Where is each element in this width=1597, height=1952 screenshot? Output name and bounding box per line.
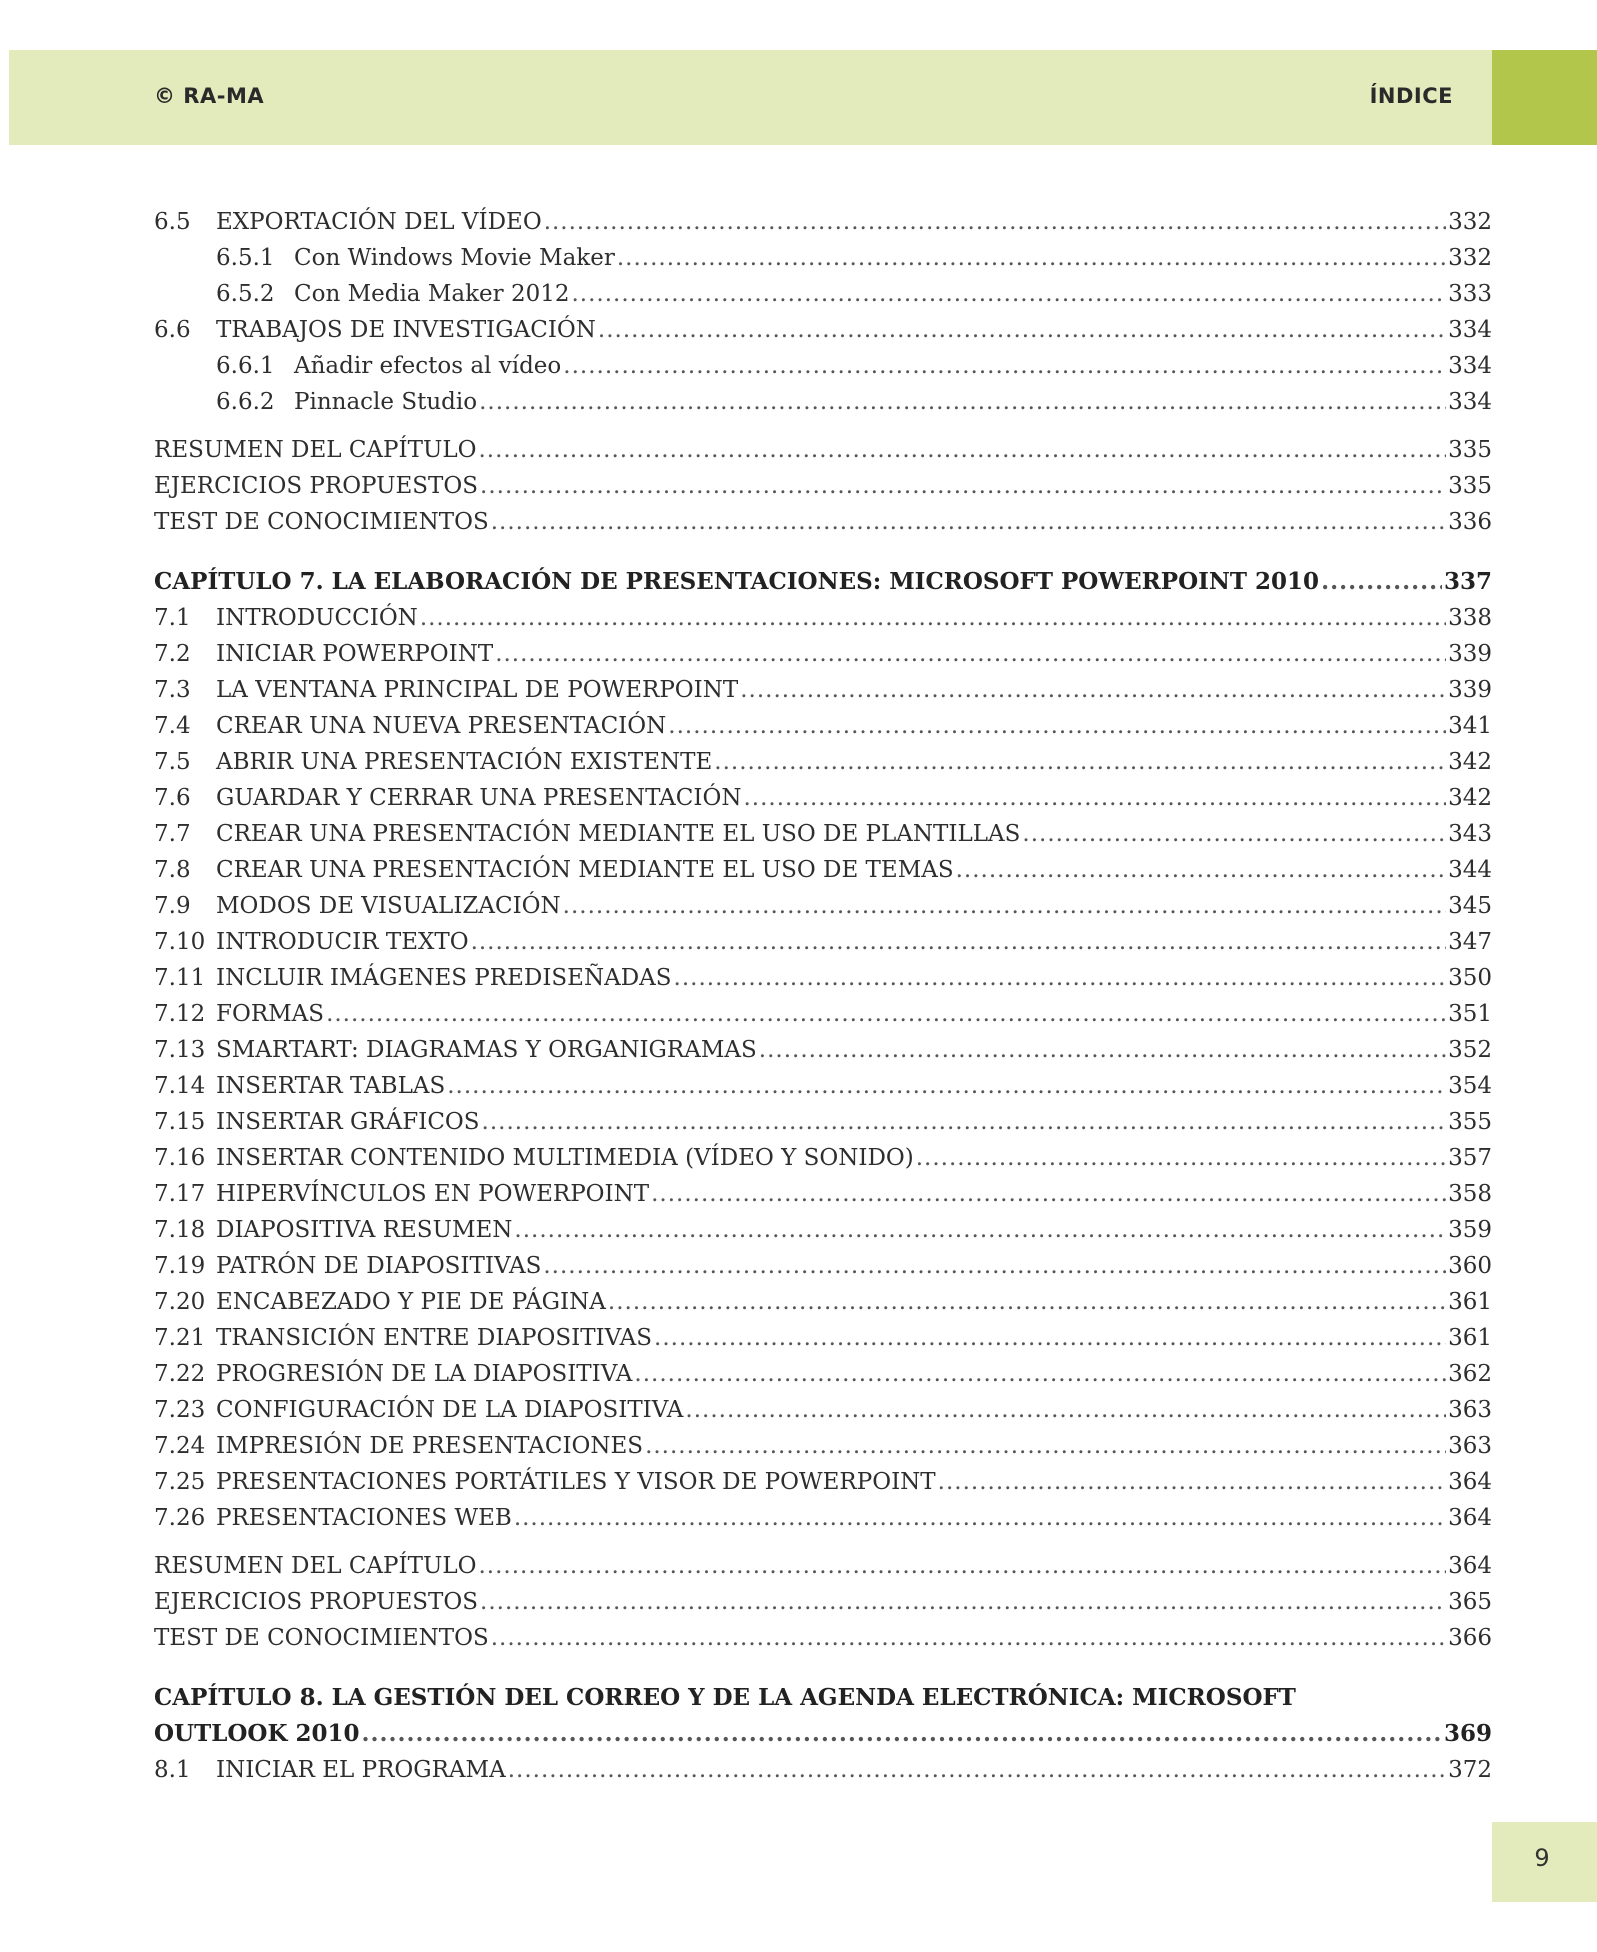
- toc-title: LA VENTANA PRINCIPAL DE POWERPOINT: [216, 677, 739, 703]
- toc-title: PRESENTACIONES PORTÁTILES Y VISOR DE POWERPOINT: [216, 1469, 936, 1495]
- toc-entry: [154, 600, 1492, 636]
- toc-title: Añadir efectos al vídeo: [294, 353, 562, 379]
- dot-leader: [598, 312, 1446, 348]
- toc-number: 7.10: [154, 929, 206, 955]
- dot-leader: [740, 672, 1446, 708]
- toc-page: 361: [1448, 1289, 1492, 1315]
- toc-entry: [154, 1248, 1492, 1284]
- toc-page: 369: [1443, 1720, 1492, 1747]
- dot-leader: [447, 1068, 1446, 1104]
- toc-number: 6.6: [154, 317, 191, 343]
- toc-page: 339: [1448, 677, 1492, 703]
- toc-title: CREAR UNA PRESENTACIÓN MEDIANTE EL USO DE PLANTILLAS: [216, 821, 1021, 847]
- toc-number: 7.24: [154, 1433, 206, 1459]
- toc-number: 7.11: [154, 965, 206, 991]
- toc-number: 6.6.2: [216, 389, 275, 415]
- dot-leader: [563, 888, 1446, 924]
- toc-page: 334: [1448, 317, 1492, 343]
- toc-page: 364: [1448, 1469, 1492, 1495]
- toc-page: 335: [1448, 473, 1492, 499]
- toc-title: HIPERVÍNCULOS EN POWERPOINT: [216, 1181, 650, 1207]
- toc-page: 352: [1448, 1037, 1492, 1063]
- dot-leader: [617, 240, 1446, 276]
- toc-title: INICIAR EL PROGRAMA: [216, 1757, 506, 1783]
- toc-title: INTRODUCIR TEXTO: [216, 929, 469, 955]
- toc-page: 350: [1448, 965, 1492, 991]
- toc-page: 354: [1448, 1073, 1492, 1099]
- toc-entry: [154, 744, 1492, 780]
- toc-entry: [154, 1212, 1492, 1248]
- toc-page: 338: [1448, 605, 1492, 631]
- toc-number: 7.23: [154, 1397, 206, 1423]
- dot-leader: [480, 468, 1446, 504]
- toc-entry: [154, 348, 1492, 384]
- toc-entry: [154, 1320, 1492, 1356]
- toc-page: 357: [1448, 1145, 1492, 1171]
- toc-page: 342: [1448, 785, 1492, 811]
- toc-title: CREAR UNA PRESENTACIÓN MEDIANTE EL USO DE TEMAS: [216, 857, 954, 883]
- toc-entry: [154, 780, 1492, 816]
- toc-entry: [154, 1620, 1492, 1656]
- toc-number: 7.9: [154, 893, 191, 919]
- dot-leader: [759, 1032, 1446, 1068]
- toc-title: Pinnacle Studio: [294, 389, 478, 415]
- toc-chapter: [154, 564, 1492, 600]
- toc-number: 7.1: [154, 605, 191, 631]
- toc-page: 335: [1448, 437, 1492, 463]
- toc-entry: [154, 816, 1492, 852]
- toc-page: 364: [1448, 1505, 1492, 1531]
- toc-title: INSERTAR GRÁFICOS: [216, 1109, 480, 1135]
- toc-entry: [154, 1584, 1492, 1620]
- toc-number: 6.5: [154, 209, 191, 235]
- toc-number: 8.1: [154, 1757, 191, 1783]
- dot-leader: [685, 1392, 1446, 1428]
- toc-number: 6.5.1: [216, 245, 275, 271]
- toc-number: 7.26: [154, 1505, 206, 1531]
- toc-title: PATRÓN DE DIAPOSITIVAS: [216, 1253, 542, 1279]
- toc-page: 336: [1448, 509, 1492, 535]
- toc-page: 332: [1448, 209, 1492, 235]
- toc-number: 7.7: [154, 821, 191, 847]
- dot-leader: [478, 1548, 1446, 1584]
- toc-title: ABRIR UNA PRESENTACIÓN EXISTENTE: [216, 749, 713, 775]
- dot-leader: [743, 780, 1446, 816]
- dot-leader: [654, 1320, 1446, 1356]
- toc-page: 364: [1448, 1553, 1492, 1579]
- dot-leader: [634, 1356, 1446, 1392]
- toc-entry: [154, 852, 1492, 888]
- toc-number: 7.25: [154, 1469, 206, 1495]
- toc-page: 347: [1448, 929, 1492, 955]
- toc-title: INCLUIR IMÁGENES PREDISEÑADAS: [216, 965, 672, 991]
- dot-leader: [326, 996, 1446, 1032]
- toc-entry: [154, 1140, 1492, 1176]
- toc-number: 7.17: [154, 1181, 206, 1207]
- dot-leader: [916, 1140, 1446, 1176]
- toc-entry: [154, 1428, 1492, 1464]
- toc-number: 7.20: [154, 1289, 206, 1315]
- toc-title: TRANSICIÓN ENTRE DIAPOSITIVAS: [216, 1325, 653, 1351]
- dot-leader: [420, 600, 1446, 636]
- dot-leader: [361, 1716, 1442, 1752]
- toc-title: PROGRESIÓN DE LA DIAPOSITIVA: [216, 1361, 633, 1387]
- dot-leader: [491, 504, 1446, 540]
- toc-title: Con Media Maker 2012: [294, 281, 570, 307]
- toc-title: TEST DE CONOCIMIENTOS: [154, 509, 489, 535]
- dot-leader: [482, 1104, 1447, 1140]
- dot-leader: [563, 348, 1446, 384]
- toc-entry: [154, 432, 1492, 468]
- toc-entry: [154, 1032, 1492, 1068]
- toc-number: 7.8: [154, 857, 191, 883]
- toc-entry: [154, 1356, 1492, 1392]
- toc-entry: [154, 636, 1492, 672]
- chapter-title-cont: OUTLOOK 2010: [154, 1720, 360, 1747]
- dot-leader: [508, 1752, 1446, 1788]
- toc-page: 355: [1448, 1109, 1492, 1135]
- dot-leader: [543, 1248, 1446, 1284]
- dot-leader: [956, 852, 1446, 888]
- toc-title: INSERTAR TABLAS: [216, 1073, 446, 1099]
- section-title: ÍNDICE: [1369, 84, 1453, 108]
- toc-page: 365: [1448, 1589, 1492, 1615]
- toc-title: PRESENTACIONES WEB: [216, 1505, 512, 1531]
- toc-entry: [154, 1068, 1492, 1104]
- toc-number: 7.22: [154, 1361, 206, 1387]
- toc-title: RESUMEN DEL CAPÍTULO: [154, 437, 477, 463]
- toc-entry: [154, 672, 1492, 708]
- dot-leader: [651, 1176, 1446, 1212]
- toc-number: 7.14: [154, 1073, 206, 1099]
- table-of-contents: [154, 204, 1492, 1788]
- toc-page: 360: [1448, 1253, 1492, 1279]
- toc-number: 7.15: [154, 1109, 206, 1135]
- toc-title: Con Windows Movie Maker: [294, 245, 615, 271]
- dot-leader: [471, 924, 1447, 960]
- toc-entry: [154, 960, 1492, 996]
- toc-page: 361: [1448, 1325, 1492, 1351]
- dot-leader: [491, 1620, 1446, 1656]
- toc-entry: [154, 204, 1492, 240]
- dot-leader: [674, 960, 1447, 996]
- toc-page: 334: [1448, 389, 1492, 415]
- toc-page: 358: [1448, 1181, 1492, 1207]
- dot-leader: [514, 1212, 1446, 1248]
- toc-entry: [154, 996, 1492, 1032]
- toc-page: 363: [1448, 1433, 1492, 1459]
- dot-leader: [645, 1428, 1446, 1464]
- toc-title: GUARDAR Y CERRAR UNA PRESENTACIÓN: [216, 785, 742, 811]
- toc-entry: [154, 312, 1492, 348]
- toc-page: 372: [1448, 1757, 1492, 1783]
- toc-title: TRABAJOS DE INVESTIGACIÓN: [216, 317, 596, 343]
- toc-number: 7.3: [154, 677, 191, 703]
- dot-leader: [1022, 816, 1446, 852]
- toc-number: 7.18: [154, 1217, 206, 1243]
- dot-leader: [495, 636, 1446, 672]
- toc-page: 333: [1448, 281, 1492, 307]
- toc-entry: [154, 1104, 1492, 1140]
- toc-title: INSERTAR CONTENIDO MULTIMEDIA (VÍDEO Y SONIDO): [216, 1145, 914, 1171]
- toc-page: 366: [1448, 1625, 1492, 1651]
- toc-page: 342: [1448, 749, 1492, 775]
- dot-leader: [514, 1500, 1446, 1536]
- toc-number: 7.13: [154, 1037, 206, 1063]
- toc-page: 332: [1448, 245, 1492, 271]
- toc-title: DIAPOSITIVA RESUMEN: [216, 1217, 513, 1243]
- toc-entry: [154, 708, 1492, 744]
- publisher-label: © RA-MA: [154, 84, 265, 108]
- chapter-title: CAPÍTULO 7. LA ELABORACIÓN DE PRESENTACIONES: MICROSOFT POWERPOINT 2010: [154, 568, 1320, 595]
- dot-leader: [1321, 564, 1442, 600]
- toc-number: 7.4: [154, 713, 191, 739]
- header-accent-tab: [1492, 50, 1597, 145]
- toc-page: 359: [1448, 1217, 1492, 1243]
- toc-title: MODOS DE VISUALIZACIÓN: [216, 893, 561, 919]
- dot-leader: [544, 204, 1446, 240]
- toc-page: 351: [1448, 1001, 1492, 1027]
- toc-title: EJERCICIOS PROPUESTOS: [154, 1589, 479, 1615]
- toc-number: 6.5.2: [216, 281, 275, 307]
- dot-leader: [480, 1584, 1446, 1620]
- toc-number: 7.6: [154, 785, 191, 811]
- dot-leader: [714, 744, 1446, 780]
- dot-leader: [668, 708, 1446, 744]
- toc-page: 343: [1448, 821, 1492, 847]
- toc-page: 363: [1448, 1397, 1492, 1423]
- toc-entry: [154, 504, 1492, 540]
- toc-title: INTRODUCCIÓN: [216, 605, 418, 631]
- toc-title: EXPORTACIÓN DEL VÍDEO: [216, 209, 542, 235]
- dot-leader: [479, 384, 1446, 420]
- toc-number: 6.6.1: [216, 353, 275, 379]
- toc-entry: [154, 1752, 1492, 1788]
- toc-entry: [154, 1176, 1492, 1212]
- toc-title: EJERCICIOS PROPUESTOS: [154, 473, 479, 499]
- dot-leader: [571, 276, 1446, 312]
- toc-title: INICIAR POWERPOINT: [216, 641, 494, 667]
- toc-number: 7.12: [154, 1001, 206, 1027]
- toc-entry: [154, 1284, 1492, 1320]
- toc-page: 341: [1448, 713, 1492, 739]
- page-number: 9: [1534, 1844, 1550, 1872]
- toc-title: IMPRESIÓN DE PRESENTACIONES: [216, 1433, 644, 1459]
- toc-entry: [154, 1392, 1492, 1428]
- toc-page: 362: [1448, 1361, 1492, 1387]
- toc-page: 334: [1448, 353, 1492, 379]
- dot-leader: [478, 432, 1446, 468]
- toc-chapter: [154, 1716, 1492, 1752]
- toc-entry: [154, 1548, 1492, 1584]
- toc-entry: [154, 240, 1492, 276]
- toc-number: 7.16: [154, 1145, 206, 1171]
- toc-entry: [154, 1464, 1492, 1500]
- dot-leader: [938, 1464, 1446, 1500]
- toc-entry: [154, 1500, 1492, 1536]
- toc-entry: [154, 924, 1492, 960]
- toc-title: CONFIGURACIÓN DE LA DIAPOSITIVA: [216, 1397, 684, 1423]
- toc-title: ENCABEZADO Y PIE DE PÁGINA: [216, 1289, 606, 1315]
- toc-entry: [154, 276, 1492, 312]
- toc-page: 344: [1448, 857, 1492, 883]
- toc-entry: [154, 888, 1492, 924]
- toc-page: 345: [1448, 893, 1492, 919]
- toc-entry: [154, 468, 1492, 504]
- dot-leader: [608, 1284, 1446, 1320]
- toc-number: 7.19: [154, 1253, 206, 1279]
- toc-page: 339: [1448, 641, 1492, 667]
- toc-number: 7.5: [154, 749, 191, 775]
- toc-title: CREAR UNA NUEVA PRESENTACIÓN: [216, 713, 667, 739]
- toc-title: FORMAS: [216, 1001, 325, 1027]
- chapter-title: CAPÍTULO 8. LA GESTIÓN DEL CORREO Y DE LA AGENDA ELECTRÓNICA: MICROSOFT: [154, 1684, 1296, 1711]
- toc-entry: [154, 384, 1492, 420]
- toc-page: 337: [1443, 568, 1492, 595]
- toc-title: RESUMEN DEL CAPÍTULO: [154, 1553, 477, 1579]
- toc-number: 7.21: [154, 1325, 206, 1351]
- toc-title: SMARTART: DIAGRAMAS Y ORGANIGRAMAS: [216, 1037, 757, 1063]
- toc-number: 7.2: [154, 641, 191, 667]
- toc-title: TEST DE CONOCIMIENTOS: [154, 1625, 489, 1651]
